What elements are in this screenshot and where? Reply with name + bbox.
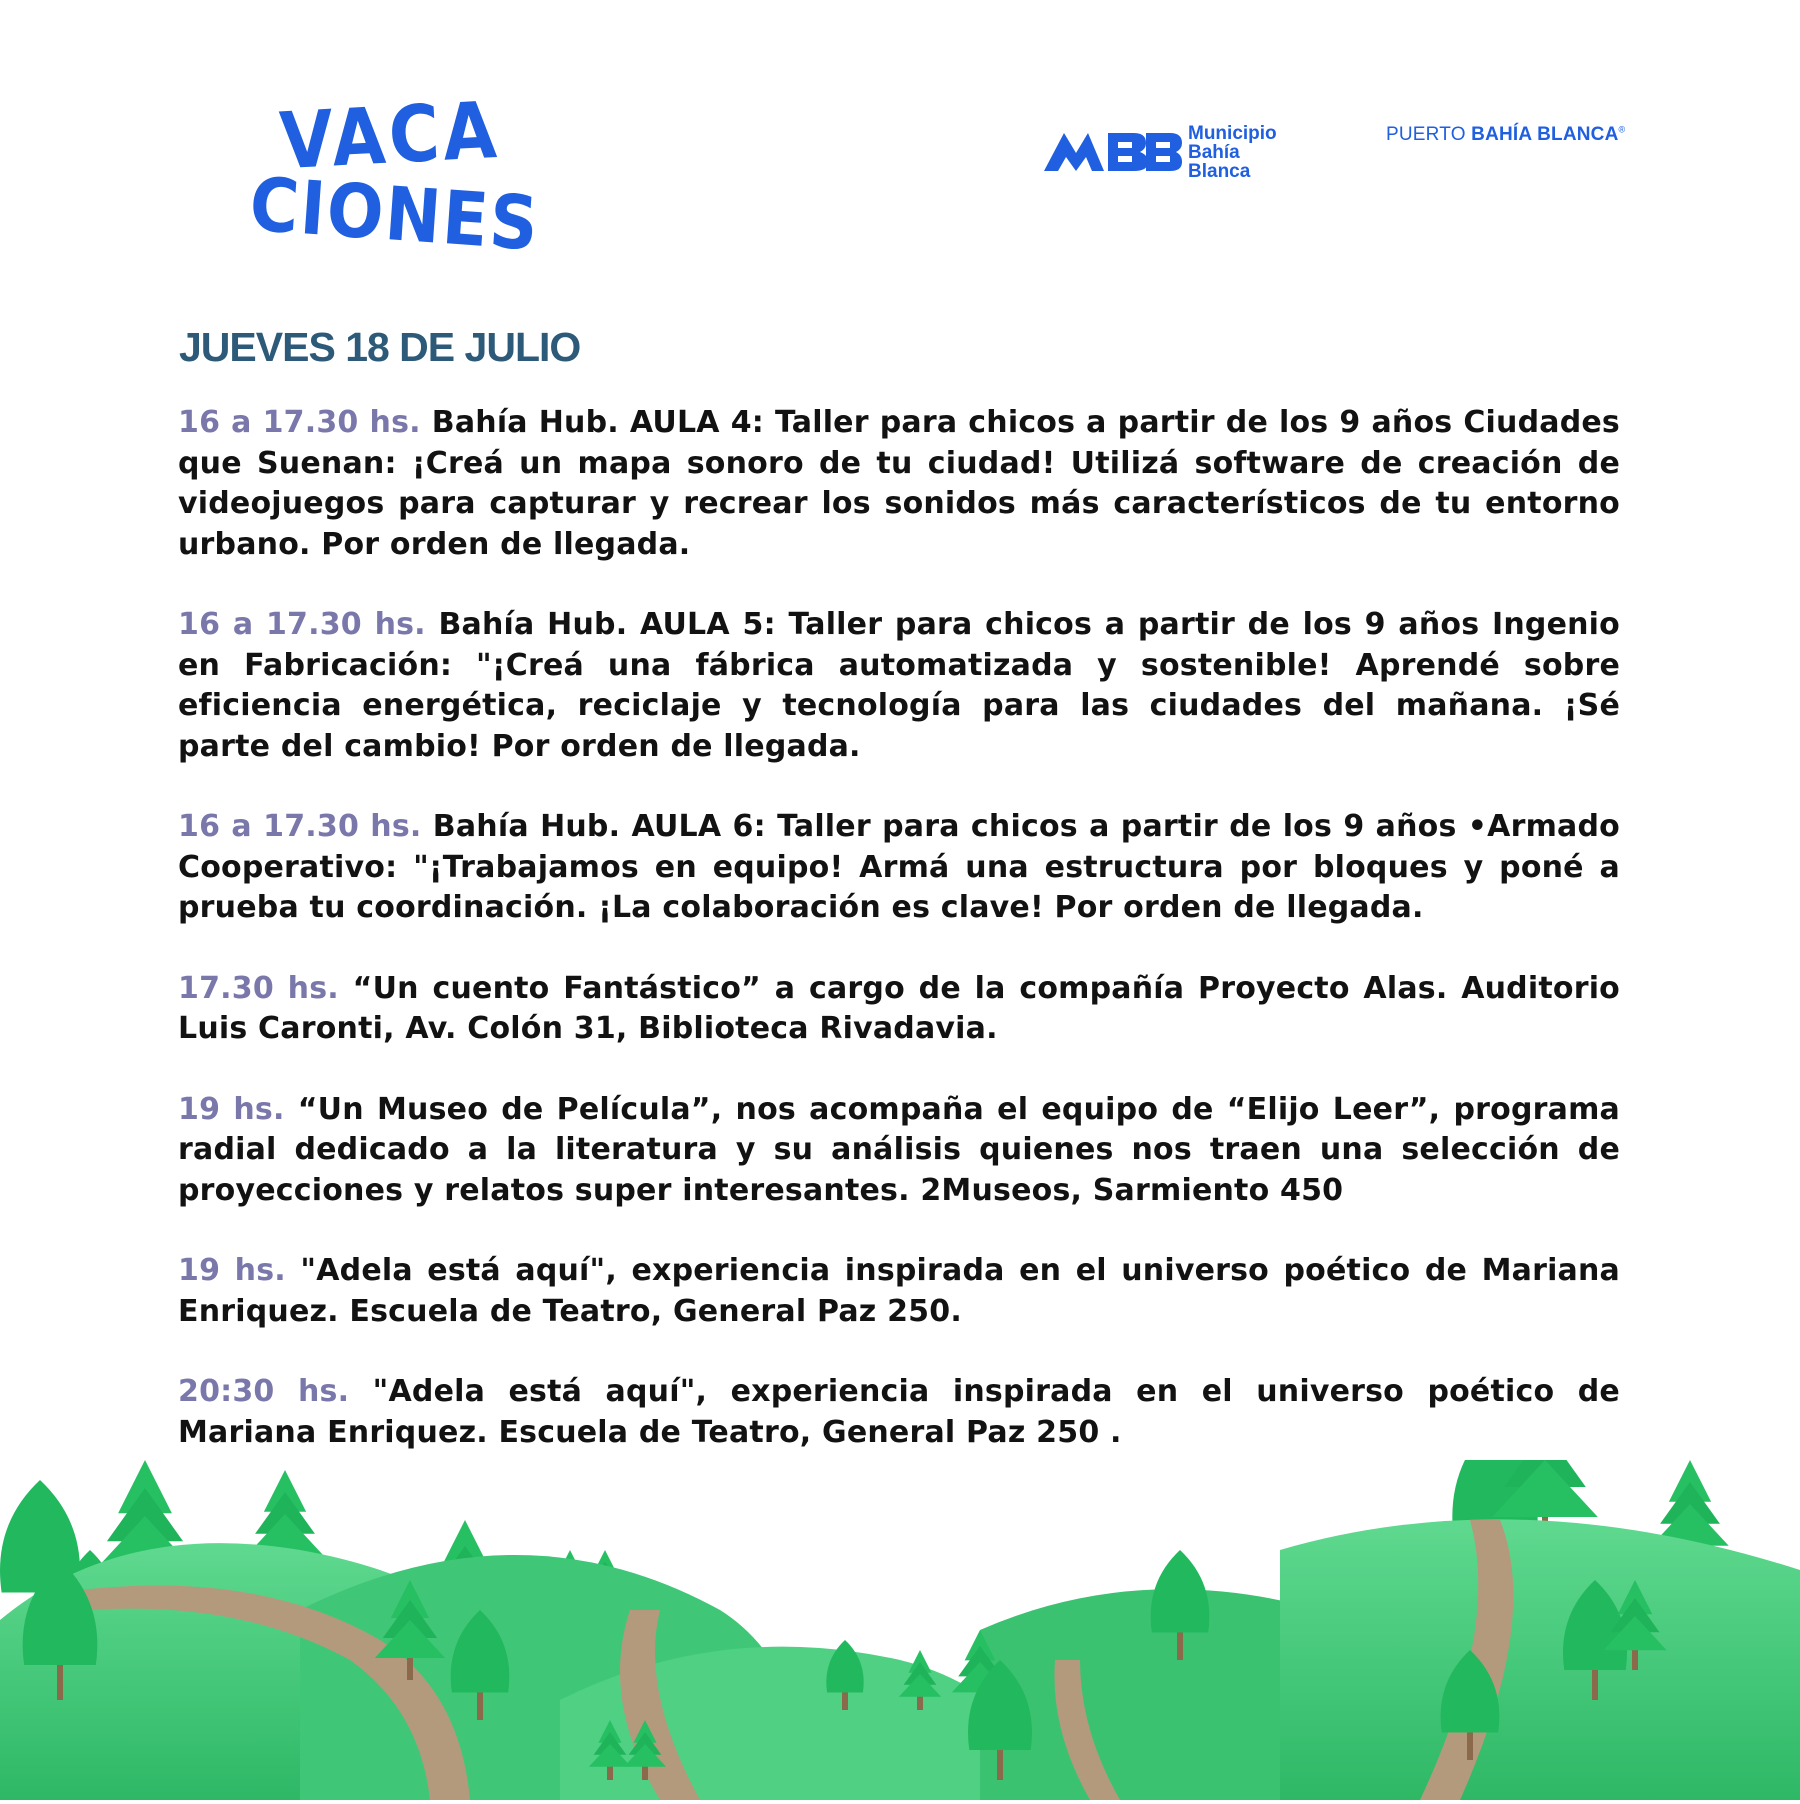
event-description: “Un cuento Fantástico” a cargo de la compañía Proyecto Alas. Auditorio Luis Caronti, Av. Colón 31, Biblioteca Rivadavia. [178,970,1620,1046]
puerto-name: BAHÍA BLANCA [1471,124,1619,145]
event-description: Bahía Hub. AULA 4: Taller para chicos a partir de los 9 años Ciudades que Suenan: ¡Creá un mapa sonoro de tu ciudad! Utilizá software de creación de videojuegos para capturar y recrear los sonidos más característicos de tu entorno urbano. Por orden de llegada. [178,405,1620,562]
page-title: JUEVES 18 DE JULIO [179,324,581,370]
event-item [178,605,1620,767]
event-description: Bahía Hub. AULA 6: Taller para chicos a partir de los 9 años •Armado Cooperativo: "¡Trabajamos en equipo! Armá una estructura por bloques y poné a prueba tu coordinación. ¡La colaboración es clave! Por orden de llegada. [178,809,1620,925]
event-item [178,807,1620,929]
event-description: "Adela está aquí", experiencia inspirada en el universo poético de Mariana Enriquez. Escuela de Teatro, General Paz 250. [178,1253,1620,1329]
event-time: 16 a 17.30 hs. [178,607,426,642]
event-time: 20:30 hs. [178,1374,350,1409]
municipio-line: Blanca [1188,160,1251,182]
vacaciones-logo [247,84,575,270]
logo-line-2: CIONES [247,161,575,270]
event-time: 16 a 17.30 hs. [178,405,421,440]
event-time: 16 a 17.30 hs. [178,809,422,844]
event-list [178,403,1620,1493]
event-description: Bahía Hub. AULA 5: Taller para chicos a partir de los 9 años Ingenio en Fabricación: "¡Creá una fábrica automatizada y sostenible! Aprendé sobre eficiencia energética, reciclaje y tecnología para las ciudades del mañana. ¡Sé parte del cambio! Por orden de llegada. [178,607,1620,764]
puerto-logo [1386,124,1625,146]
event-time: 17.30 hs. [178,970,339,1006]
mbb-monogram-icon [1042,127,1182,177]
logo-line-1: VACA [277,84,532,188]
event-description: "Adela está aquí", experiencia inspirada en el universo poético de Mariana Enriquez. Escuela de Teatro, General Paz 250 . [178,1374,1620,1450]
puerto-prefix: PUERTO [1386,124,1466,145]
municipio-name [1188,124,1277,181]
municipio-line: Bahía [1188,141,1240,163]
event-item [178,1251,1620,1332]
event-time: 19 hs. [178,1253,286,1288]
event-item [178,1090,1620,1212]
registered-mark: ® [1618,124,1626,135]
event-item [178,1372,1620,1453]
municipio-line: Municipio [1188,122,1277,144]
hills-landscape-illustration [0,1460,1800,1800]
event-description: “Un Museo de Película”, nos acompaña el equipo de “Elijo Leer”, programa radial dedicado a la literatura y su análisis quienes nos traen una selección de proyecciones y relatos super interesantes. 2Museos, Sarmiento 450 [178,1091,1620,1208]
event-item [178,403,1620,565]
event-item [178,969,1620,1050]
municipio-logo [1042,118,1302,186]
event-time: 19 hs. [178,1091,285,1127]
